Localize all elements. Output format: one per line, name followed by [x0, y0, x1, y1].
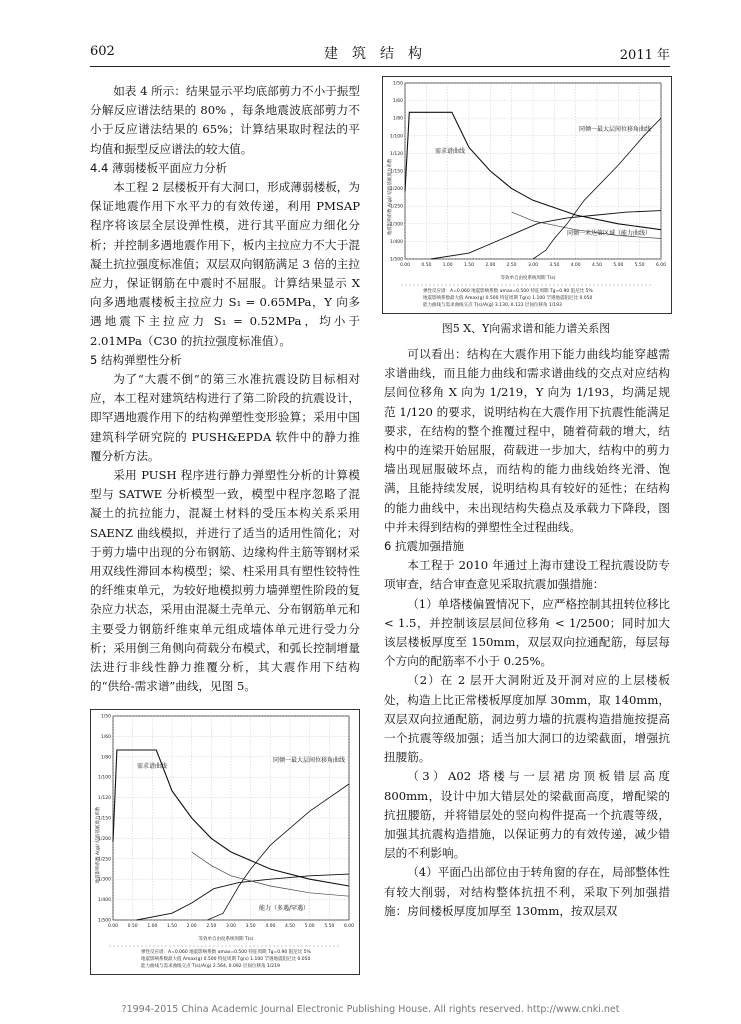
- y-tick-label: 1/100: [390, 134, 403, 140]
- y-tick-label: 1/120: [390, 151, 403, 157]
- paragraph: 可以看出：结构在大震作用下能力曲线均能穿越需求谱曲线，而且能力曲线和需求谱曲线的交点对应结构层间位移角 X 向为 1/219，Y 向为 1/193，均满足规范 1/120 的要求，说明结构在大震作用下抗震性能满足要求，在结构的整个推覆过程中，随着荷载的增大，结构中的连梁开始屈服，荷载进一步加大，结构中的剪力墙出现屈服破坏点，而结构的能力曲线始终光滑、饱满，且能持续发展，说明结构具有较好的延性；在结构的能力曲线中，未出现结构失稳点及承载力下降段，图中并未得到结构的弹塑性全过程曲线。: [384, 347, 670, 534]
- y-tick-label: 1/250: [390, 204, 403, 210]
- section-heading: 4.4 薄弱楼板平面应力分析: [90, 160, 227, 175]
- y-tick-label: 1/400: [390, 239, 403, 245]
- publication-year: 2011 年: [619, 48, 670, 63]
- y-tick-label: 1/60: [100, 734, 111, 740]
- header-rule: [90, 66, 670, 67]
- x-tick-label: 3.00: [527, 263, 539, 268]
- y-tick-label: 1/50: [392, 81, 403, 87]
- paragraph: 为了“大震不倒”的第三水准抗震设防目标相对应，本工程对建筑结构进行了第二阶段的抗震设计，即罕遇地震作用下的结构弹塑性变形验算；采用中国建筑科学研究院的 PUSH&EPDA 软件中的静力推覆分析方法。: [90, 372, 360, 463]
- y-axis-label: 地震影响系数 A(g)/ 结构基底剪力系数: [388, 158, 393, 236]
- x-tick-label: 0.50: [127, 924, 138, 929]
- x-tick-label: 1.00: [442, 263, 453, 268]
- x-tick-label: 3.50: [245, 924, 256, 929]
- x-tick-label: 4.00: [570, 263, 581, 268]
- y-tick-label: 1/100: [98, 775, 111, 781]
- demand-curve-label: 需求谱曲线: [137, 763, 168, 770]
- x-tick-label: 4.50: [591, 263, 603, 268]
- x-tick-label: 3.50: [549, 263, 560, 268]
- legend-line-1: 弹性反应谱：A=0.060 地震影响系数 αmax=0.500 特征周期 Tg=0.90 阻尼比 5%: [141, 950, 311, 955]
- left-column: [90, 82, 360, 697]
- y-tick-label: 1/500: [98, 918, 111, 924]
- section-heading: 6 抗震加强措施: [384, 539, 464, 554]
- right-column: [384, 345, 670, 921]
- y-axis-label: 地震影响系数 A(g)/ 结构基底剪力系数: [96, 806, 101, 884]
- legend-line-1: 弹性反应谱：A=0.060 地震影响系数 αmax=0.500 特征周期 Tg=0.90 阻尼比 5%: [423, 289, 593, 294]
- x-tick-label: 4.50: [284, 924, 296, 929]
- legend-line-3: 能力曲线与需求曲线交点 T(s)/A(g) 3.130, 0.122 层间位移角 1/193: [423, 303, 562, 308]
- capacity-curve-label: 能力（多遇/罕遇）: [259, 905, 310, 912]
- x-tick-label: 5.50: [634, 263, 645, 268]
- legend-line-2: 地震影响系数最大值 Amax(g) 0.500 特征周期 Tg(s) 1.100 罕遇地震阻尼比 0.050: [141, 957, 311, 962]
- demand-curve-label: 需求谱曲线: [435, 148, 466, 155]
- y-tick-label: 1/200: [98, 836, 111, 842]
- figure-caption: 图5 X、Y向需求谱和能力谱关系图: [441, 322, 611, 335]
- x-tick-label: 0.00: [399, 263, 411, 268]
- paragraph: 本工程于 2010 年通过上海市建设工程抗震设防专项审查，结合审查意见采取抗震加强措施：: [384, 558, 670, 592]
- x-tick-label: 0.00: [107, 924, 119, 929]
- section-heading: 5 结构弹塑性分析: [90, 352, 182, 367]
- x-tick-label: 1.50: [463, 263, 475, 268]
- y-tick-label: 1/200: [390, 187, 403, 193]
- y-tick-label: 1/80: [100, 755, 111, 761]
- y-tick-label: 1/500: [390, 257, 403, 263]
- page-header: [90, 44, 670, 68]
- paragraph: （1）单塔楼偏置情况下，应严格控制其扭转位移比 < 1.5，并控制该层层间位移角 < 1/2500；同时加大该层楼板厚度至 150mm，双层双向拉通配筋，每层每个方向的配筋率不小于 0.25%。: [384, 596, 670, 669]
- paragraph: （4）平面凸出部位由于转角窗的存在，局部整体性有较大削弱，对结构整体抗扭不利，采取下列加强措施：房间楼板厚度加厚至 130mm，按双层双: [384, 865, 670, 918]
- capacity-curve-label: 同倾一未达第区域（能力曲线）: [567, 230, 652, 237]
- x-tick-label: 2.50: [506, 263, 517, 268]
- y-tick-label: 1/400: [98, 898, 111, 904]
- x-tick-label: 2.00: [485, 263, 496, 268]
- y-tick-label: 1/300: [98, 877, 111, 883]
- y-tick-label: 1/150: [98, 816, 111, 822]
- y-tick-label: 1/80: [392, 116, 403, 122]
- x-axis-label: 等效单自由度系统周期 T(s): [198, 937, 254, 942]
- y-tick-label: 1/60: [392, 99, 403, 105]
- journal-title: 建筑结构: [324, 46, 436, 62]
- chart-x: [91, 710, 359, 974]
- paragraph: 采用 PUSH 程序进行静力弹塑性分析的计算模型与 SATWE 分析模型一致，模型中程序忽略了混凝土的抗拉能力，混凝土材料的受压本构关系采用 SAENZ 曲线模拟，并进行了适当的适用性简化；对于剪力墙中出现的分布钢筋、边缘构件主筋等钢材采用双线性滞回本构模型；梁、柱采用具有塑性铰特性的纤维束单元，为较好地模拟剪力墙弹塑性阶段的复杂应力状态，采用由混凝土壳单元、分布钢筋单元和主要受力钢筋纤维束单元组成墙体单元进行受力分析；采用倒三角侧向荷载分布模式，和弧长控制增量法进行非线性静力推覆分析，其大震作用下结构的“供给-需求谱”曲线，见图 5。: [90, 468, 360, 694]
- legend-line-2: 地震影响系数最大值 Amax(g) 0.500 特征周期 Tg(s) 1.100 罕遇地震阻尼比 0.050: [423, 296, 593, 301]
- x-tick-label: 2.50: [206, 924, 217, 929]
- y-tick-label: 1/150: [390, 169, 403, 175]
- figure-y-direction: [382, 76, 672, 314]
- chart-y: [383, 77, 671, 313]
- y-tick-label: 1/300: [390, 222, 403, 228]
- top-curve-label: 同倾一最大层间位移角曲线: [579, 126, 652, 133]
- x-tick-label: 0.50: [421, 263, 432, 268]
- paragraph: （3）A02 塔楼与一层裙房顶板错层高度 800mm，设计中加大错层处的梁截面高度，增配梁的抗扭腰筋，并将错层处的竖向构件提高一个抗震等级，加强其抗震构造措施，以保证剪力的有效传递，减少错层的不利影响。: [384, 769, 670, 861]
- figure-x-direction: [90, 709, 360, 975]
- y-tick-label: 1/250: [98, 857, 111, 863]
- paragraph: 本工程 2 层楼板开有大洞口，形成薄弱楼板，为保证地震作用下水平力的有效传递，利用 PMSAP 程序将该层全层设弹性模，进行其平面应力细化分析；并控制多遇地震作用下，板内主拉应力不大于混凝土抗拉强度标准值；双层双向钢筋满足 3 倍的主拉应力，保证钢筋在中震时不屈服。计算结果显示 X 向多遇地震楼板主拉应力 S₁ = 0.65MPa，Y 向多遇地震下主拉应力 S₁ = 0.52MPa，均小于 2.01MPa（C30 的抗拉强度标准值）。: [90, 180, 360, 348]
- x-tick-label: 5.00: [613, 263, 624, 268]
- x-tick-label: 5.50: [324, 924, 335, 929]
- page-number: 602: [90, 44, 115, 59]
- x-tick-label: 6.00: [343, 924, 355, 929]
- paragraph: 如表 4 所示：结果显示平均底部剪力不小于振型分解反应谱法结果的 80% ，每条地震波底部剪力不小于反应谱法结果的 65%；计算结果取时程法的平均值和振型反应谱法的较大值。: [90, 84, 360, 156]
- x-tick-label: 4.00: [265, 924, 276, 929]
- paragraph: （2）在 2 层开大洞附近及开洞对应的上层楼板处，构造上比正常楼板厚度加厚 30mm，取 140mm，双层双向拉通配筋，洞边剪力墙的抗震构造措施按提高一个抗震等级加强；适当加大洞口的边梁截面，增强抗扭腰筋。: [384, 673, 670, 765]
- x-tick-label: 3.00: [225, 924, 237, 929]
- x-axis-label: 等效单自由度系统周期 T(s): [500, 276, 556, 281]
- top-curve-label: 同倾一最大层间位移角曲线: [273, 757, 346, 764]
- x-tick-label: 1.50: [166, 924, 178, 929]
- x-tick-label: 2.00: [186, 924, 197, 929]
- legend-line-3: 能力曲线与需求曲线交点 T(s)/A(g) 2.564, 0.092 层间位移角 1/219: [141, 964, 280, 969]
- x-tick-label: 1.00: [147, 924, 158, 929]
- y-tick-label: 1/120: [98, 796, 111, 802]
- y-tick-label: 1/50: [100, 714, 111, 720]
- x-tick-label: 5.00: [304, 924, 315, 929]
- copyright-footer: ?1994-2015 China Academic Journal Electronic Publishing House. All rights reserved. http://www.cnki.net: [121, 1004, 620, 1015]
- x-tick-label: 6.00: [655, 263, 667, 268]
